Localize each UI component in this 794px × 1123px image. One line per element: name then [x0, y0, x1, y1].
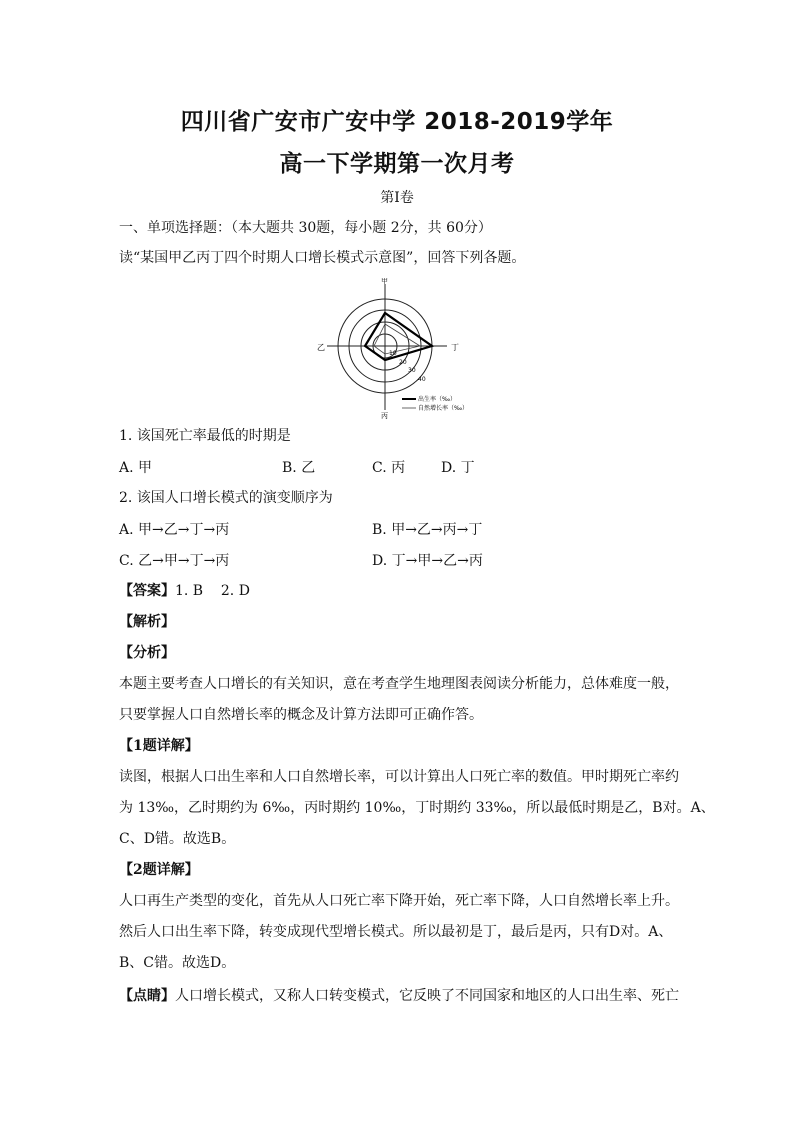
q1-stem: 1. 该国死亡率最低的时期是	[119, 428, 291, 444]
label-yi: 乙	[317, 343, 325, 352]
legend-natural-growth: 自然增长率（‰）	[418, 405, 469, 412]
birth-rate-polygon	[365, 313, 432, 360]
answer-label: 【答案】	[119, 583, 175, 599]
analysis-line-2: 只要掌握人口自然增长率的概念及计算方法即可正确作答。	[119, 707, 483, 723]
detail-1-label: 【1题详解】	[119, 738, 199, 754]
population-growth-diagram	[315, 278, 485, 422]
detail-2-line-1: 人口再生产类型的变化，首先从人口死亡率下降开始，死亡率下降，人口自然增长率上升。	[119, 893, 679, 909]
q2-option-c: C. 乙→甲→丁→丙	[119, 553, 230, 569]
q2-option-b: B. 甲→乙→丙→丁	[372, 522, 483, 538]
label-bing: 丙	[381, 412, 388, 420]
ring-label-40: 40	[418, 376, 426, 383]
answer-line	[119, 581, 679, 601]
ring-label-20: 20	[399, 359, 407, 366]
q2-option-a: A. 甲→乙→丁→丙	[119, 522, 230, 538]
q1-option-c: C. 丙	[372, 460, 406, 476]
q2-option-d: D. 丁→甲→乙→丙	[372, 553, 483, 569]
analysis-line-1: 本题主要考查人口增长的有关知识，意在考查学生地理图表阅读分析能力，总体难度一般，	[119, 676, 679, 692]
ring-label-30: 30	[408, 367, 416, 374]
detail-1-line-2: 为 13‰，乙时期约为 6‰，丙时期约 10‰，丁时期约 33‰，所以最低时期是乙，B对。A、	[119, 800, 715, 816]
volume-label: 第Ⅰ卷	[380, 190, 414, 206]
exam-title-line1: 四川省广安市广安中学 2018-2019学年	[180, 109, 614, 135]
detail-1-line-3: C、D错。故选B。	[119, 831, 236, 847]
detail-2-label: 【2题详解】	[119, 862, 199, 878]
fenxi-label: 【分析】	[119, 645, 175, 661]
dianjing-text: 人口增长模式，又称人口转变模式，它反映了不同国家和地区的人口出生率、死亡	[175, 988, 679, 1004]
q1-option-a: A. 甲	[119, 460, 153, 476]
section-heading: 一、单项选择题：（本大题共 30题，每小题 2分，共 60分）	[119, 220, 492, 236]
dianjing-label: 【点睛】	[119, 988, 175, 1004]
q1-option-b: B. 乙	[282, 460, 316, 476]
label-jia: 甲	[381, 278, 388, 285]
q2-stem: 2. 该国人口增长模式的演变顺序为	[119, 490, 333, 506]
dianjing-line	[119, 986, 679, 1006]
label-ding: 丁	[451, 343, 459, 352]
question-intro: 读“某国甲乙丙丁四个时期人口增长模式示意图”，回答下列各题。	[119, 250, 526, 266]
legend-birth-rate: 出生率（‰）	[418, 396, 457, 403]
answer-text: 1. B 2. D	[175, 583, 250, 599]
q1-option-d: D. 丁	[441, 460, 475, 476]
exam-title-line2: 高一下学期第一次月考	[279, 151, 515, 177]
detail-2-line-2: 然后人口出生率下降，转变成现代型增长模式。所以最初是丁，最后是丙，只有D对。A、	[119, 924, 673, 940]
jiexi-label: 【解析】	[119, 614, 175, 630]
detail-1-line-1: 读图，根据人口出生率和人口自然增长率，可以计算出人口死亡率的数值。甲时期死亡率约	[119, 769, 679, 785]
ring-label-10: 10	[389, 350, 397, 357]
detail-2-line-3: B、C错。故选D。	[119, 955, 236, 971]
